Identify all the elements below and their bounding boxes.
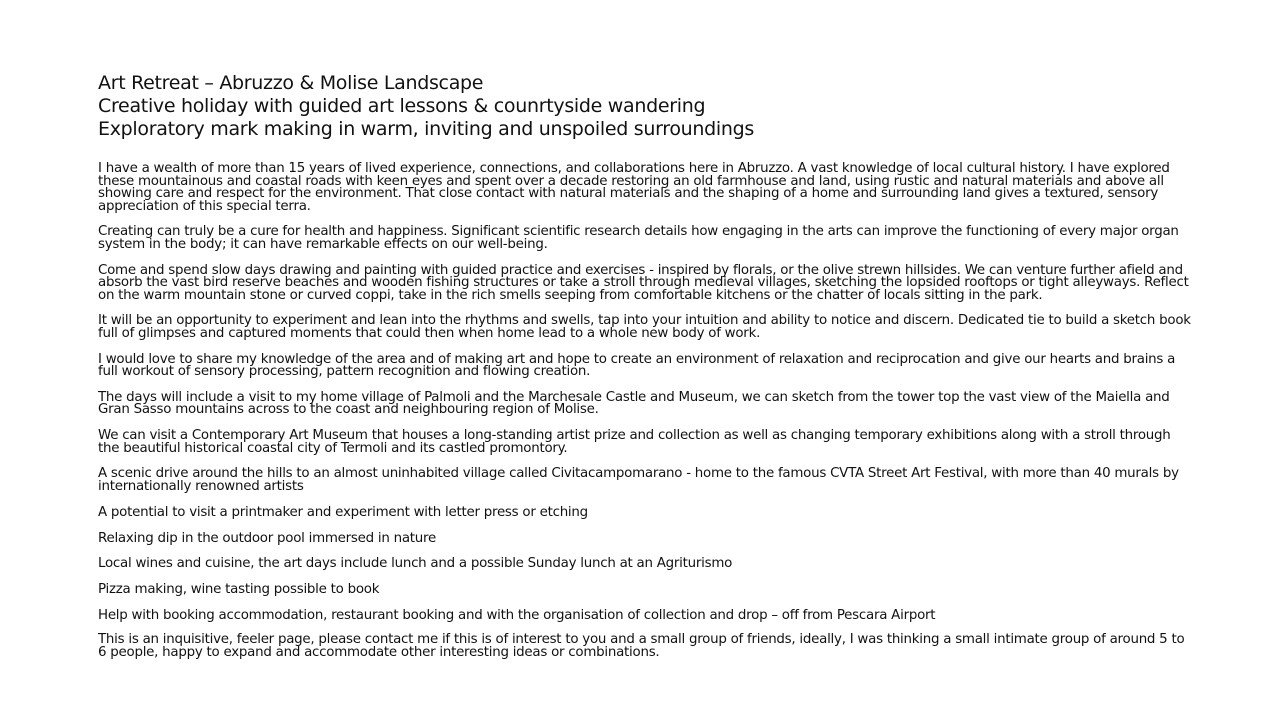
paragraph-share-knowledge: I would love to share my knowledge of the area and of making art and hope to create an environment of relaxation and reciprocation and give our hearts and brains a full workout of sensory processing, pattern recognition and flowing creation.: [98, 351, 1176, 380]
paragraph-experience: I have a wealth of more than 15 years of lived experience, connections, and collaborations here in Abruzzo. A vast knowledge of local cultural history. I have explored these mountainous and coastal roads with keen eyes and spent over a decade restoring an old farmhouse and land, using rustic and natural materials and above all showing care and respect for the environment. That close contact with natural materials and the shaping of a home and surrounding land gives a textured, sensory appreciation of this special terra.: [98, 161, 1170, 214]
paragraph-scenic-drive: A scenic drive around the hills to an almost uninhabited village called Civitacampomarano - home to the famous CVTA Street Art Festival, with more than 40 murals by internationally renowned artists: [98, 466, 1179, 494]
heading-block: [98, 72, 1193, 141]
list-item-pizza: Pizza making, wine tasting possible to book: [98, 582, 380, 598]
paragraph-slow-days: Come and spend slow days drawing and painting with guided practice and exercises - inspired by florals, or the olive strewn hillsides. We can venture further afield and absorb the vast bird reserve beaches and wooden fishing structures or take a stroll through medieval villages, sketching the lopsided rooftops or tight alleyways. Reflect on the warm mountain stone or curved coppi, take in the rich smells seeping from comfortable kitchens or the chatter of locals sitting in the park.: [98, 262, 1189, 303]
page-tagline: Exploratory mark making in warm, inviting and unspoiled surroundings: [98, 118, 755, 140]
paragraph-opportunity: It will be an opportunity to experiment and lean into the rhythms and swells, tap into your intuition and ability to notice and discern. Dedicated tie to build a sketch book full of glimpses and captured moments that could then when home lead to a whole new body of work.: [98, 313, 1191, 341]
page-subtitle: Creative holiday with guided art lessons & counrtyside wandering: [98, 95, 706, 117]
list-item-wines: Local wines and cuisine, the art days include lunch and a possible Sunday lunch at an Agriturismo: [98, 556, 733, 572]
document-page: [98, 72, 1193, 672]
paragraph-contact: This is an inquisitive, feeler page, please contact me if this is of interest to you and a small group of friends, ideally, I was thinking a small intimate group of around 5 to 6 people, happy to expand and accommodate other interesting ideas or combinations.: [98, 632, 1185, 660]
body-text: [98, 163, 1193, 659]
list-item-pool: Relaxing dip in the outdoor pool immersed in nature: [98, 530, 436, 546]
page-title: Art Retreat – Abruzzo & Molise Landscape: [98, 72, 484, 94]
paragraph-art-museum: We can visit a Contemporary Art Museum that houses a long-standing artist prize and collection as well as changing temporary exhibitions along with a stroll through the beautiful historical coastal city of Termoli and its castled promontory.: [98, 427, 1171, 456]
paragraph-health: Creating can truly be a cure for health and happiness. Significant scientific research details how engaging in the arts can improve the functioning of every major organ system in the body; it can have remarkable effects on our well-being.: [98, 224, 1179, 252]
paragraph-palmoli-visit: The days will include a visit to my home village of Palmoli and the Marchesale Castle and Museum, we can sketch from the tower top the vast view of the Maiella and Gran Sasso mountains across to the coast and neighbouring region of Molise.: [98, 389, 1170, 418]
list-item-printmaker: A potential to visit a printmaker and experiment with letter press or etching: [98, 505, 588, 521]
list-item-booking-help: Help with booking accommodation, restaurant booking and with the organisation of collection and drop – off from Pescara Airport: [98, 607, 936, 623]
